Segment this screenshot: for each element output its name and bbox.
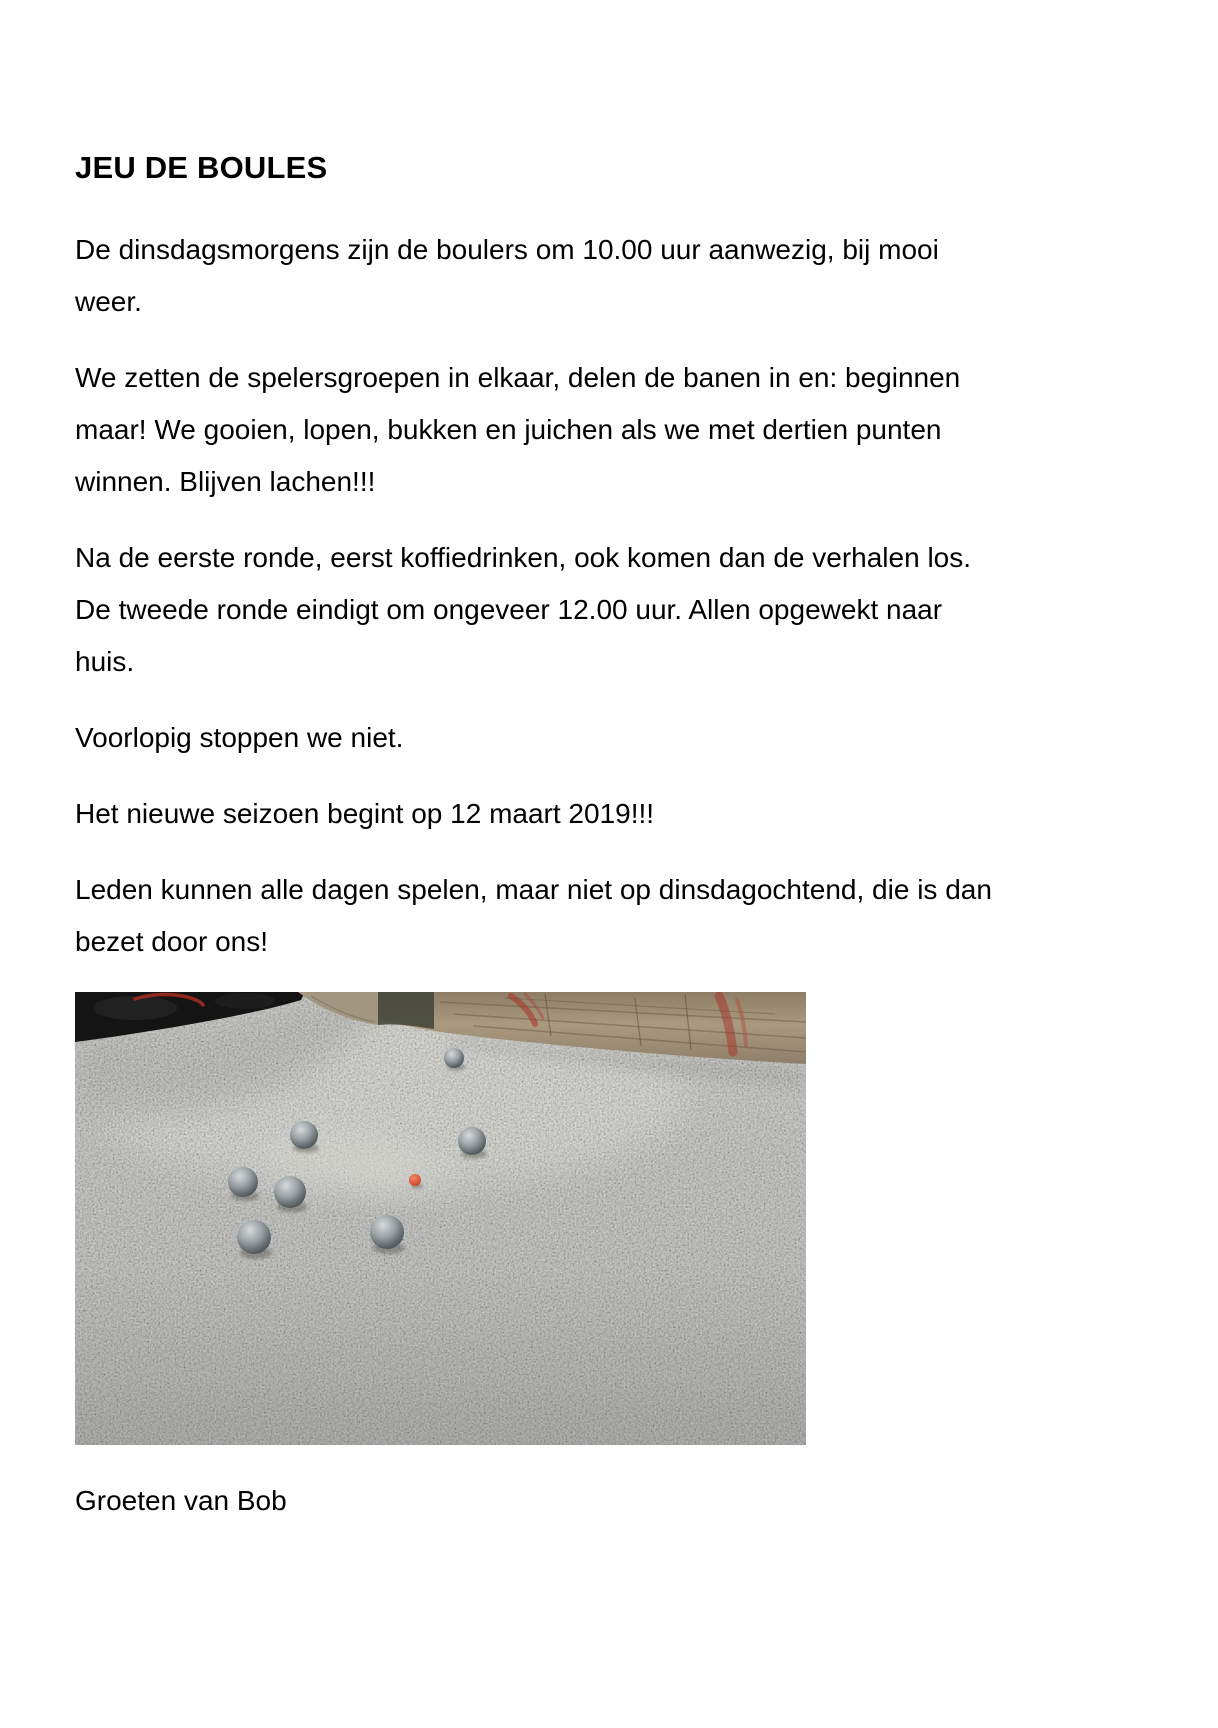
text-line: winnen. Blijven lachen!!!: [75, 466, 376, 497]
petanque-photo-graphic: [75, 992, 806, 1445]
boule: [237, 1220, 271, 1254]
page-title: JEU DE BOULES: [75, 150, 328, 185]
paragraph-coffee: [75, 532, 1148, 688]
paragraph-members: [75, 864, 1148, 968]
text-line: Voorlopig stoppen we niet.: [75, 722, 404, 753]
paragraph-schedule: [75, 224, 1148, 328]
log-dark-band: [378, 992, 434, 1029]
text-line: Het nieuwe seizoen begint op 12 maart 2019!!!: [75, 798, 655, 829]
jack-ball: [409, 1174, 421, 1186]
text-line: Leden kunnen alle dagen spelen, maar niet op dinsdagochtend, die is dan: [75, 874, 992, 905]
text-line: We zetten de spelersgroepen in elkaar, delen de banen in en: beginnen: [75, 362, 961, 393]
boule: [228, 1167, 258, 1197]
gravel-court: [75, 992, 806, 1445]
boule: [458, 1127, 486, 1155]
text-line: huis.: [75, 646, 135, 677]
text-line: bezet door ons!: [75, 926, 269, 957]
paragraph-no-stop: [75, 712, 1148, 764]
petanque-court-photo: [75, 992, 806, 1445]
boule: [290, 1121, 318, 1149]
text-line: Na de eerste ronde, eerst koffiedrinken, ook komen dan de verhalen los.: [75, 542, 972, 573]
text-line: weer.: [75, 286, 142, 317]
text-line: De dinsdagsmorgens zijn de boulers om 10.00 uur aanwezig, bij mooi: [75, 234, 939, 265]
boule: [370, 1215, 404, 1249]
text-line: De tweede ronde eindigt om ongeveer 12.00 uur. Allen opgewekt naar: [75, 594, 943, 625]
paragraph-new-season: [75, 788, 1148, 840]
closing-line: Groeten van Bob: [75, 1485, 287, 1516]
text-line: maar! We gooien, lopen, bukken en juichen als we met dertien punten: [75, 414, 942, 445]
boule: [274, 1176, 306, 1208]
paragraph-gameplay: [75, 352, 1148, 508]
boule: [444, 1048, 464, 1068]
